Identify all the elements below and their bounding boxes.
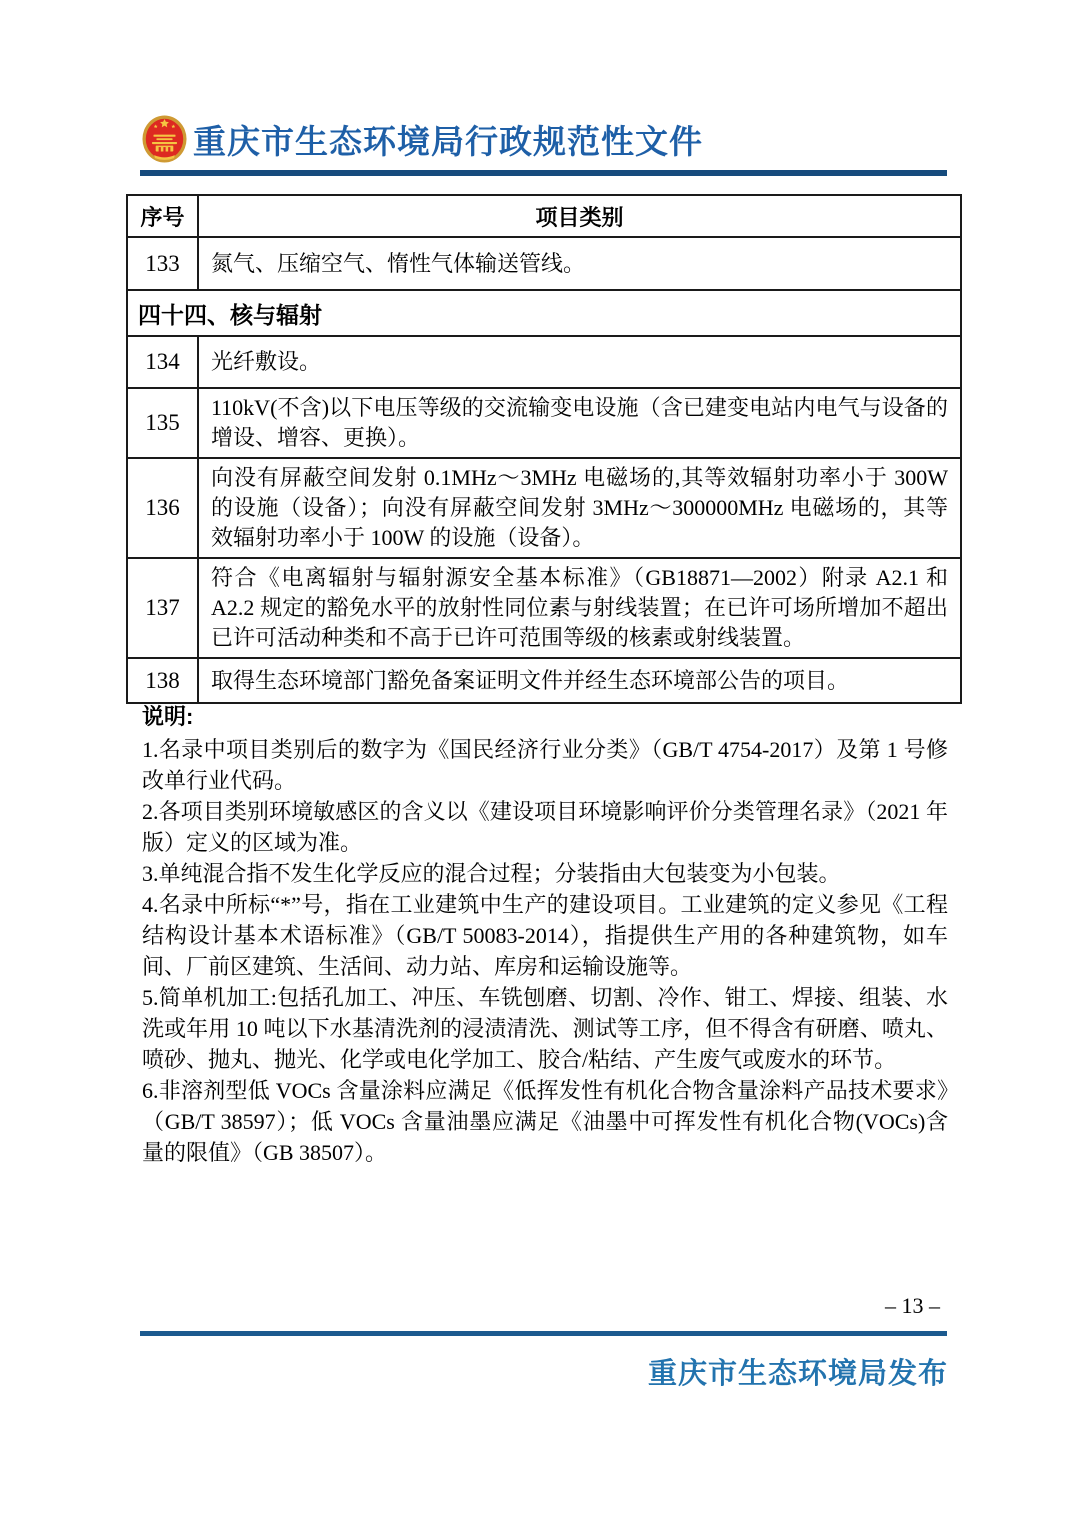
- note-item: 5.简单机加工:包括孔加工、冲压、车铣刨磨、切割、冷作、钳工、焊接、组装、水洗或年用 10 吨以下水基清洗剂的浸渍清洗、测试等工序，但不得含有研磨、喷丸、喷砂、抛丸、抛光、化学或电化学加工、胶合/粘结、产生废气或废水的环节。: [142, 985, 948, 1072]
- row-category: 氮气、压缩空气、惰性气体输送管线。: [198, 237, 961, 290]
- row-category: 向没有屏蔽空间发射 0.1MHz～3MHz 电磁场的,其等效辐射功率小于 300W 的设施（设备）；向没有屏蔽空间发射 3MHz～300000MHz 电磁场的，其等效辐射功率小于 100W 的设施（设备）。: [198, 458, 961, 558]
- catalog-body: [127, 237, 961, 703]
- table-row: [127, 388, 961, 458]
- section-row: [127, 290, 961, 336]
- note-item: 3.单纯混合指不发生化学反应的混合过程；分装指由大包装变为小包装。: [142, 861, 841, 886]
- section-title: 四十四、核与辐射: [127, 290, 961, 336]
- footer-divider: [140, 1331, 947, 1336]
- row-category: 110kV(不含)以下电压等级的交流输变电设施（含已建变电站内电气与设备的增设、增容、更换）。: [198, 388, 961, 458]
- table-header-row: [127, 195, 961, 237]
- column-header-category: 项目类别: [198, 195, 961, 237]
- row-index: 137: [127, 558, 198, 658]
- publisher-label: 重庆市生态环境局发布: [647, 1358, 948, 1390]
- note-item: 4.名录中所标“*”号，指在工业建筑中生产的建设项目。工业建筑的定义参见《工程结构设计基本术语标准》（GB/T 50083-2014），指提供生产用的各种建筑物，如车间、厂前区建筑、生活间、动力站、库房和运输设施等。: [142, 892, 948, 979]
- table-row: [127, 558, 961, 658]
- page-number: – 13 –: [885, 1293, 940, 1318]
- note-item: 1.名录中项目类别后的数字为《国民经济行业分类》（GB/T 4754-2017）及第 1 号修改单行业代码。: [142, 737, 948, 793]
- notes-list: [142, 734, 948, 1168]
- catalog-table: [126, 194, 962, 704]
- table-row: [127, 658, 961, 703]
- row-index: 136: [127, 458, 198, 558]
- row-category: 光纤敷设。: [198, 336, 961, 388]
- document-header: [141, 114, 703, 164]
- notes-heading: 说明:: [142, 704, 194, 729]
- national-emblem-icon: [141, 114, 188, 164]
- note-item: 6.非溶剂型低 VOCs 含量涂料应满足《低挥发性有机化合物含量涂料产品技术要求》（GB/T 38597）；低 VOCs 含量油墨应满足《油墨中可挥发性有机化合物(VOCs)含量的限值》（GB 38507）。: [142, 1078, 948, 1165]
- row-index: 134: [127, 336, 198, 388]
- column-header-index: 序号: [127, 195, 198, 237]
- notes-section: [142, 701, 948, 1168]
- table-row: [127, 458, 961, 558]
- row-index: 138: [127, 658, 198, 703]
- note-item: 2.各项目类别环境敏感区的含义以《建设项目环境影响评价分类管理名录》（2021 年版）定义的区域为准。: [142, 799, 948, 855]
- header-divider: [140, 170, 947, 176]
- document-title: 重庆市生态环境局行政规范性文件: [193, 124, 703, 161]
- row-index: 133: [127, 237, 198, 290]
- row-category: 取得生态环境部门豁免备案证明文件并经生态环境部公告的项目。: [198, 658, 961, 703]
- table-row: [127, 336, 961, 388]
- row-index: 135: [127, 388, 198, 458]
- row-category: 符合《电离辐射与辐射源安全基本标准》（GB18871—2002）附录 A2.1 和 A2.2 规定的豁免水平的放射性同位素与射线装置；在已许可场所增加不超出已许可活动种类和不高于已许可范围等级的核素或射线装置。: [198, 558, 961, 658]
- table-row: [127, 237, 961, 290]
